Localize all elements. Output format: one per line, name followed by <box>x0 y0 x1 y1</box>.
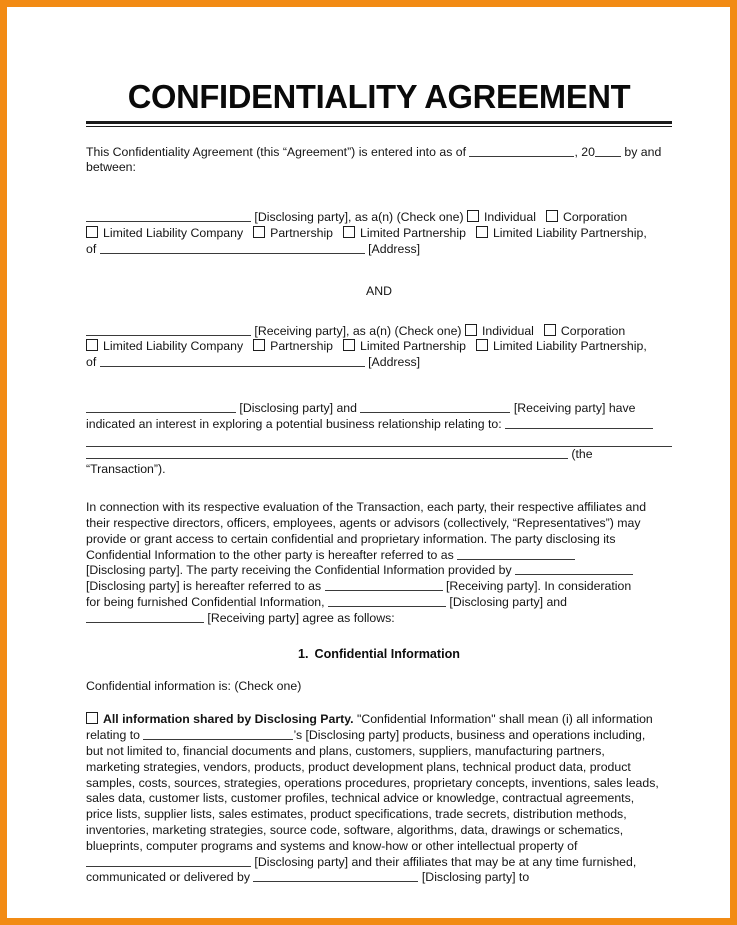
option-line-6: sales data, customer lists, customer profiles, technical advice or knowledge, contractual agreements, <box>86 791 635 806</box>
option-label: Corporation <box>562 210 628 225</box>
checkbox-icon[interactable] <box>253 339 265 351</box>
connection-line-5: [Disclosing party]. The party receiving the Confidential Information provided by <box>86 563 512 578</box>
checkbox-icon[interactable] <box>546 210 558 222</box>
checkbox-icon[interactable] <box>86 712 98 724</box>
disclosing-party-label: [Disclosing party], as a(n) (Check one) <box>254 210 464 225</box>
checkbox-icon[interactable] <box>86 226 98 238</box>
option-label: Limited Liability Partnership, <box>492 226 647 241</box>
checkbox-option-individual-receiving[interactable] <box>465 324 534 338</box>
interest-continuation-line-1[interactable] <box>86 433 672 447</box>
checkbox-option-llc-disclosing[interactable] <box>86 226 243 240</box>
disclosing-address-blank[interactable] <box>100 242 365 254</box>
interest-paragraph <box>86 401 672 433</box>
option-label: Individual <box>483 210 536 225</box>
checkbox-option-corporation-disclosing[interactable] <box>546 210 627 224</box>
option-line-7: price lists, supplier lists, sales estimates, product specifications, trade secrets, distribution methods, <box>86 807 627 822</box>
delivered-by-blank[interactable] <box>253 870 418 882</box>
option-bold-lead: All information shared by Disclosing Party. <box>103 712 354 727</box>
intellectual-property-blank[interactable] <box>86 855 251 867</box>
connection-line-6-tail: [Receiving party]. In consideration <box>445 579 632 594</box>
disclosing-address-prefix: of <box>86 241 100 256</box>
option-label: Limited Partnership <box>360 226 466 241</box>
consideration-disclosing-blank[interactable] <box>328 595 446 607</box>
option-line-2-post: ’s [Disclosing party] products, business and operations including, <box>293 728 646 743</box>
connection-line-2: their respective directors, officers, employees, agents or advisors (collectively, “Representatives”) may <box>86 516 641 530</box>
interest-transaction-line <box>86 447 672 479</box>
disclosing-party-name-blank[interactable] <box>86 210 251 222</box>
option-label: Limited Liability Company <box>103 226 244 241</box>
option-line-8: inventories, marketing strategies, source code, software, algorithms, data, drawings or schematics, <box>86 822 624 837</box>
option-label: Partnership <box>270 339 334 354</box>
section-1-heading <box>86 647 672 661</box>
receiving-party-block <box>86 324 672 371</box>
checkbox-icon[interactable] <box>343 226 355 238</box>
receiving-address-prefix: of <box>86 355 100 370</box>
section-title: Confidential Information <box>314 646 461 661</box>
disclosing-address-label: [Address] <box>368 241 421 256</box>
checkbox-option-llc-receiving[interactable] <box>86 339 243 353</box>
date-blank[interactable] <box>469 145 574 157</box>
checkbox-icon[interactable] <box>544 324 556 336</box>
checkbox-option-llp-receiving[interactable] <box>476 339 647 353</box>
interest-continuation-blank[interactable] <box>86 447 568 459</box>
checkbox-icon[interactable] <box>343 339 355 351</box>
document-sheet <box>7 7 730 918</box>
checkbox-option-partnership-disclosing[interactable] <box>253 226 333 240</box>
interest-disclosing-label: [Disclosing party] and <box>239 401 357 416</box>
option-label: Corporation <box>560 323 626 338</box>
connection-line-7-tail: [Disclosing party] and <box>449 594 567 609</box>
option-line-3: but not limited to, financial documents and plans, customers, suppliers, manufacturing partners, <box>86 743 605 758</box>
disclosing-party-block <box>86 210 672 257</box>
interest-disclosing-blank[interactable] <box>86 401 236 413</box>
connection-line-1: In connection with its respective evaluation of the Transaction, each party, their respective affiliates and <box>86 500 647 515</box>
checkbox-icon[interactable] <box>86 339 98 351</box>
connection-line-8: [Receiving party] agree as follows: <box>207 610 395 625</box>
checkbox-icon[interactable] <box>253 226 265 238</box>
confidential-check-prompt: Confidential information is: (Check one) <box>86 678 302 693</box>
interest-relating-blank[interactable] <box>505 417 653 429</box>
receiving-defined-term-blank[interactable] <box>325 579 443 591</box>
connection-line-4: Confidential Information to the other party is hereafter referred to as <box>86 547 454 562</box>
intro-post-year-text: by and between: <box>86 144 662 175</box>
connection-line-7: for being furnished Confidential Information, <box>86 594 325 609</box>
option-rest-line-1: "Confidential Information" shall mean (i) all information <box>353 712 653 727</box>
transaction-label: (the “Transaction”). <box>86 446 593 477</box>
page-title: CONFIDENTIALITY AGREEMENT <box>127 78 631 115</box>
option-label: Partnership <box>270 226 334 241</box>
consideration-receiving-blank[interactable] <box>86 611 204 623</box>
receiving-party-name-blank[interactable] <box>86 324 251 336</box>
option-label: Individual <box>481 323 534 338</box>
checkbox-option-partnership-receiving[interactable] <box>253 339 333 353</box>
confidential-option-all-information <box>86 712 672 886</box>
interest-body-text: indicated an interest in exploring a potential business relationship relating to: <box>86 416 502 431</box>
option-line-4: marketing strategies, vendors, products, product development plans, technical product data, product <box>86 759 631 774</box>
checkbox-option-limited-partnership-disclosing[interactable] <box>343 226 466 240</box>
connection-line-6: [Disclosing party] is hereafter referred to as <box>86 579 322 594</box>
option-label: Limited Partnership <box>360 339 466 354</box>
receiving-address-label: [Address] <box>368 355 421 370</box>
checkbox-icon[interactable] <box>465 324 477 336</box>
option-label: Limited Liability Partnership, <box>492 339 647 354</box>
provided-by-blank[interactable] <box>515 563 633 575</box>
receiving-address-blank[interactable] <box>100 355 365 367</box>
option-label: Limited Liability Company <box>103 339 244 354</box>
section-number: 1. <box>297 646 309 661</box>
checkbox-option-llp-disclosing[interactable] <box>476 226 647 240</box>
receiving-party-label: [Receiving party], as a(n) (Check one) <box>254 323 462 338</box>
option-line-10: [Disclosing party] and their affiliates that may be at any time furnished, <box>254 854 637 869</box>
option-line-9: blueprints, computer programs and systems and know-how or other intellectual property of <box>86 838 578 853</box>
intro-post-date-text: , 20 <box>574 144 595 159</box>
interest-receiving-blank[interactable] <box>360 401 510 413</box>
year-blank[interactable] <box>595 145 621 157</box>
disclosing-defined-term-blank[interactable] <box>457 548 575 560</box>
interest-receiving-label: [Receiving party] have <box>513 401 636 416</box>
connection-line-3: provide or grant access to certain confidential and proprietary information. The party disclosing its <box>86 531 616 546</box>
option-line-5: samples, costs, sources, strategies, operations procedures, proprietary concepts, inventions, sales leads, <box>86 775 659 790</box>
option-line-11-pre: communicated or delivered by <box>86 870 251 885</box>
checkbox-option-individual-disclosing[interactable] <box>467 210 536 224</box>
checkbox-option-limited-partnership-receiving[interactable] <box>343 339 466 353</box>
relating-to-blank[interactable] <box>143 728 293 740</box>
option-line-2-pre: relating to <box>86 728 141 743</box>
checkbox-option-corporation-receiving[interactable] <box>544 324 625 338</box>
checkbox-icon[interactable] <box>476 339 488 351</box>
option-line-11-post: [Disclosing party] to <box>421 870 530 885</box>
checkbox-icon[interactable] <box>476 226 488 238</box>
intro-paragraph <box>86 145 672 177</box>
intro-pre-date-text: This Confidentiality Agreement (this “Agreement”) is entered into as of <box>86 144 470 159</box>
connection-paragraph <box>86 500 672 626</box>
and-separator: AND <box>366 283 392 298</box>
checkbox-icon[interactable] <box>467 210 479 222</box>
